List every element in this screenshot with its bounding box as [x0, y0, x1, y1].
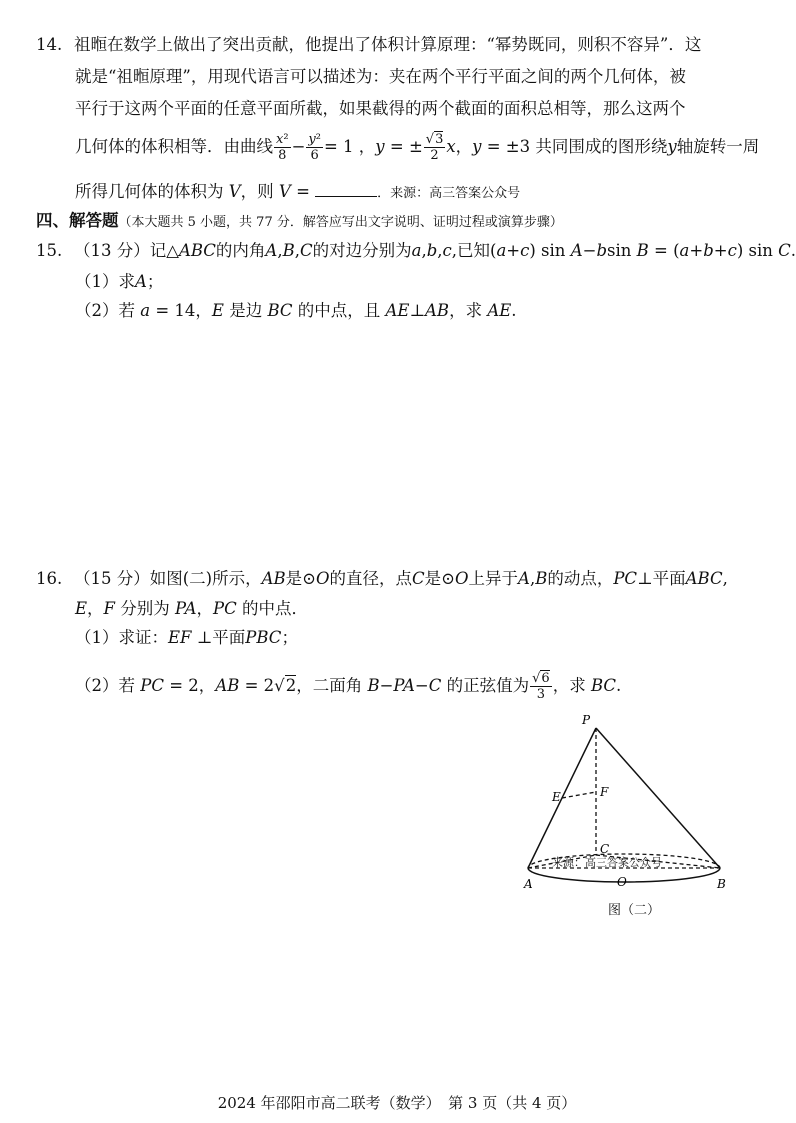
q16-part-1: （1）求证：EF ⊥平面PBC；	[75, 628, 298, 647]
label-O: O	[617, 875, 627, 889]
edge-PB	[596, 728, 720, 868]
q16-line-1: 16. （15 分）如图(二)所示，AB是⊙O的直径，点C是⊙O上异于A,B的动点，PC⊥平面ABC,	[36, 569, 728, 588]
question-number: 14.	[36, 35, 63, 54]
label-C: C	[600, 842, 610, 856]
fraction: $\frac{√3}{2}$	[425, 132, 444, 163]
fraction: $\frac{\text{y²}}{6}$	[308, 132, 321, 163]
label-B: B	[717, 877, 726, 891]
q14-line-5: 所得几何体的体积为 V，则 V = ．来源：高三答案公众号	[75, 182, 521, 201]
segment-EF	[562, 792, 596, 798]
label-E: E	[552, 790, 561, 804]
figure-caption: 图（二）	[608, 903, 661, 918]
q15-part-2: （2）若 a = 14，E 是边 BC 的中点，且 AE⊥AB，求 AE.	[75, 301, 517, 320]
geometry-figure	[520, 712, 740, 922]
answer-blank	[315, 182, 377, 197]
fraction: $\frac{√6}{3}$	[532, 671, 550, 702]
q15-line-1: 15. （13 分）记△ABC的内角A,B,C的对边分别为a,b,c,已知(a+c) sin A−bsin B = (a+b+c) sin C.	[36, 241, 796, 260]
label-A: A	[524, 877, 533, 891]
q14-line-4: 几何体的体积相等．由曲线 $\frac{\text{x²}}{8}$ − $\frac{\text{y²}}{6}$ = 1 ，y = ± $\frac{√3}{2}$ x，y = ±3 共同围成的图形绕y轴旋转一周	[75, 132, 760, 163]
q15-part-1: （1）求A；	[75, 272, 164, 291]
label-P: P	[582, 713, 591, 727]
page-footer: 2024 年邵阳市高二联考（数学） 第 3 页（共 4 页）	[217, 1094, 577, 1112]
fraction: $\frac{\text{x²}}{8}$	[276, 132, 289, 163]
label-F: F	[600, 785, 609, 799]
question-number: 15.	[36, 241, 63, 260]
q14-line-3: 平行于这两个平面的任意平面所截，如果截得的两个截面的面积总相等，那么这两个	[75, 99, 686, 118]
watermark: 来源：高三答案公众号	[552, 856, 662, 869]
q14-line-1: 14. 祖暅在数学上做出了突出贡献，他提出了体积计算原理：“幂势既同，则积不容异”．这	[36, 35, 702, 54]
section-description: （本大题共 5 小题，共 77 分．解答应写出文字说明、证明过程或演算步骤）	[118, 215, 563, 230]
section-title: 四、解答题	[36, 211, 119, 230]
q16-part-2: （2）若 PC = 2，AB = 2√2，二面角 B−PA−C 的正弦值为 $\frac{√6}{3}$ ，求 BC.	[75, 671, 622, 702]
q16-line-2: E，F 分别为 PA，PC 的中点．	[75, 599, 308, 618]
section-4-heading	[36, 210, 563, 234]
q14-line-2: 就是“祖暅原理”，用现代语言可以描述为：夹在两个平行平面之间的两个几何体，被	[75, 67, 686, 86]
question-number: 16.	[36, 569, 63, 588]
